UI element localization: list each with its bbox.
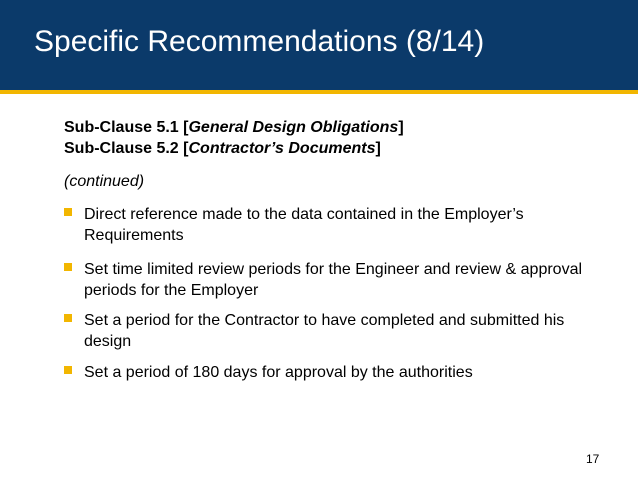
subclause-5-1 <box>64 118 404 138</box>
recommendation-text: Direct reference made to the data contained in the Employer’s Requirements <box>84 206 524 244</box>
subclause-5-1-prefix: Sub-Clause 5.1 [ <box>64 119 189 136</box>
recommendation-text: Set a period of 180 days for approval by the authorities <box>84 364 473 381</box>
subclause-5-1-title: General Design Obligations <box>188 119 399 136</box>
page-number: 17 <box>586 452 600 466</box>
square-bullet-icon <box>64 366 72 374</box>
recommendation-text: Set time limited review periods for the Engineer and review & approval periods for the Employer <box>84 261 583 299</box>
slide-title: Specific Recommendations (8/14) <box>34 25 485 58</box>
square-bullet-icon <box>64 314 72 322</box>
square-bullet-icon <box>64 263 72 271</box>
subclause-5-1-suffix: ] <box>398 119 404 136</box>
square-bullet-icon <box>64 208 72 216</box>
header-accent-rule <box>0 90 638 94</box>
subclause-5-2-prefix: Sub-Clause 5.2 [ <box>64 140 189 157</box>
recommendation-text: Set a period for the Contractor to have completed and submitted his design <box>84 312 565 350</box>
subclause-5-2-suffix: ] <box>375 140 381 157</box>
continued-label: (continued) <box>64 173 145 190</box>
subclause-5-2-title: Contractor’s Documents <box>188 140 376 157</box>
subclause-5-2 <box>64 139 381 159</box>
